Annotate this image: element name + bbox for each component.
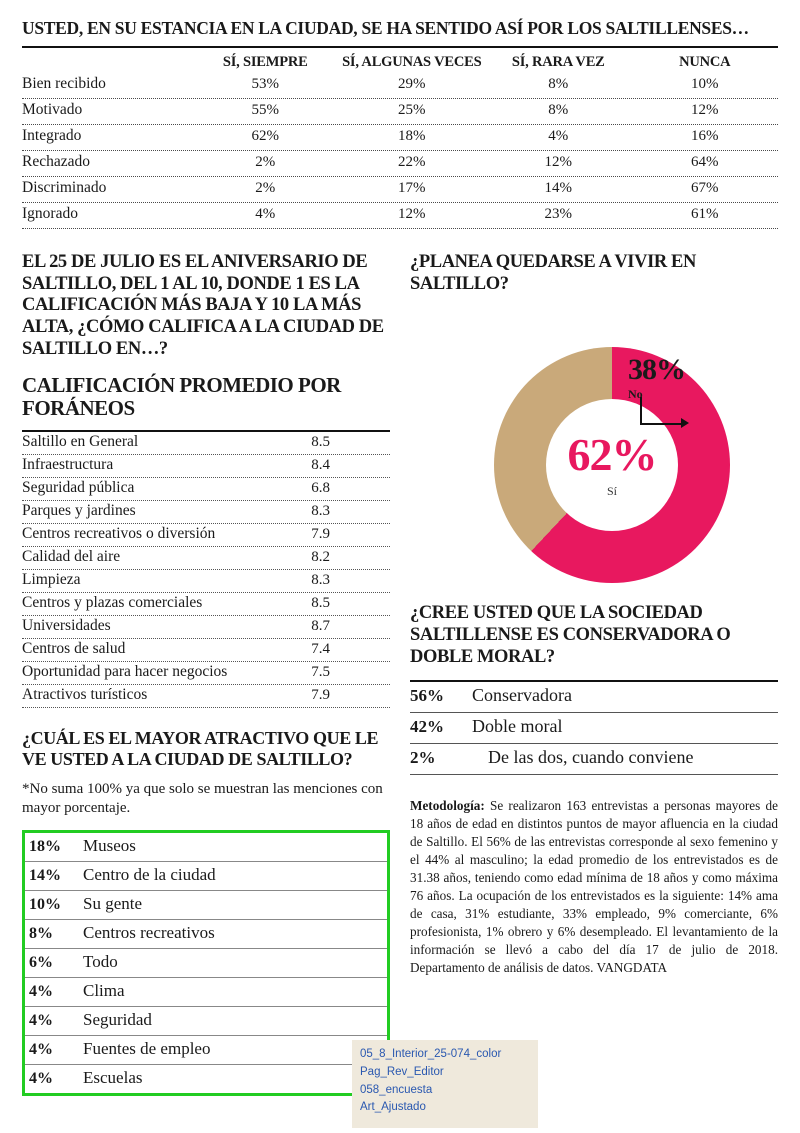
row-value: 2% [255, 180, 276, 196]
callout-leader-line [640, 397, 684, 425]
donut-center-caption: Sí [606, 483, 617, 498]
society-pct: 2% [410, 748, 436, 768]
attraction-label: Museos [83, 835, 136, 855]
attraction-label: Centros recreativos [83, 922, 215, 942]
attraction-label: Seguridad [83, 1009, 152, 1029]
attraction-label: Centro de la ciudad [83, 864, 216, 884]
row-value: 25% [398, 102, 426, 118]
rating-value: 6.8 [311, 480, 330, 497]
row-value: 61% [691, 206, 719, 222]
table-row [22, 125, 778, 151]
row-value: 16% [691, 128, 719, 144]
top-table [22, 18, 778, 229]
ratings-subtitle: CALIFICACIÓN PROMEDIO POR FORÁNEOS [22, 373, 341, 421]
row-label: Rechazado [22, 153, 90, 170]
rating-value: 7.4 [311, 641, 330, 658]
list-item [22, 547, 390, 570]
top-table-column-1: SÍ, ALGUNAS VECES [342, 54, 482, 70]
rating-label: Universidades [22, 617, 111, 635]
row-label: Motivado [22, 101, 83, 118]
rating-label: Infraestructura [22, 456, 114, 474]
row-value: 12% [398, 206, 426, 222]
attraction-label: Fuentes de empleo [83, 1038, 211, 1058]
list-item [410, 682, 778, 713]
list-item [25, 891, 387, 920]
list-item [25, 1007, 387, 1036]
list-item [25, 1036, 387, 1065]
top-table-header-spacer [22, 54, 192, 71]
donut-center-value: 62% [567, 428, 657, 480]
row-value: 53% [251, 76, 279, 92]
attraction-label: Su gente [83, 893, 143, 913]
list-item [22, 616, 390, 639]
list-item [22, 570, 390, 593]
list-item [22, 639, 390, 662]
attraction-pct: 4% [29, 1040, 53, 1058]
rating-value: 7.9 [311, 687, 330, 704]
row-label: Bien recibido [22, 75, 106, 92]
table-row [22, 177, 778, 203]
row-value: 4% [548, 128, 569, 144]
row-label: Discriminado [22, 179, 107, 196]
rating-label: Calidad del aire [22, 548, 121, 566]
stay-question: ¿PLANEA QUEDARSE A VIVIR EN SALTILLO? [410, 252, 696, 294]
society-question: ¿CREE USTED QUE LA SOCIEDAD SALTILLENSE ES CONSERVADORA O DOBLE MORAL? [410, 603, 731, 667]
methodology-text [410, 797, 778, 977]
ratings-question: EL 25 DE JULIO ES EL ANIVERSARIO DE SALTILLO, DEL 1 AL 10, DONDE 1 ES LA CALIFICACIÓN MÁS BAJA Y 10 LA MÁS ALTA, ¿CÓMO CALIFICA A LA CIUDAD DE SALTILLO EN…? [22, 252, 384, 359]
list-item [25, 978, 387, 1007]
row-value: 12% [544, 154, 572, 170]
file-info-sticker [352, 1040, 538, 1128]
list-item [25, 862, 387, 891]
rating-value: 8.5 [311, 434, 330, 451]
list-item [25, 833, 387, 862]
attraction-label: Todo [83, 951, 118, 971]
rating-value: 8.7 [311, 618, 330, 635]
row-label: Integrado [22, 127, 82, 144]
attraction-pct: 18% [29, 837, 61, 855]
top-table-title: USTED, EN SU ESTANCIA EN LA CIUDAD, SE HA SENTIDO ASÍ POR LOS SALTILLENSES… [22, 18, 778, 48]
ratings-list [22, 430, 390, 708]
rating-label: Limpieza [22, 571, 81, 589]
table-row [22, 73, 778, 99]
methodology-label: Metodología: [410, 798, 485, 814]
rating-value: 8.5 [311, 595, 330, 612]
attraction-pct: 8% [29, 924, 53, 942]
table-row [22, 99, 778, 125]
list-item [22, 662, 390, 685]
rating-value: 8.4 [311, 457, 330, 474]
rating-label: Centros recreativos o diversión [22, 525, 216, 543]
rating-value: 7.9 [311, 526, 330, 543]
list-item [25, 1065, 387, 1093]
row-value: 2% [255, 154, 276, 170]
row-value: 29% [398, 76, 426, 92]
list-item [22, 478, 390, 501]
attraction-pct: 10% [29, 895, 61, 913]
rating-value: 7.5 [311, 664, 330, 681]
rating-label: Parques y jardines [22, 502, 136, 520]
attraction-label: Escuelas [83, 1067, 143, 1087]
list-item [22, 501, 390, 524]
list-item [22, 524, 390, 547]
attraction-pct: 4% [29, 982, 53, 1000]
rating-label: Centros y plazas comerciales [22, 594, 203, 612]
society-pct: 56% [410, 686, 444, 706]
rating-label: Saltillo en General [22, 433, 139, 451]
list-item [22, 455, 390, 478]
table-row [22, 203, 778, 229]
top-table-column-2: SÍ, RARA VEZ [511, 54, 605, 70]
attraction-note: *No suma 100% ya que solo se muestran las menciones con mayor porcentaje. [22, 781, 383, 817]
row-value: 67% [691, 180, 719, 196]
attraction-pct: 4% [29, 1069, 53, 1087]
row-value: 8% [548, 76, 569, 92]
list-item [25, 949, 387, 978]
right-column [410, 252, 778, 977]
table-row [22, 151, 778, 177]
rating-label: Atractivos turísticos [22, 686, 148, 704]
stay-donut-chart [410, 299, 778, 599]
row-value: 8% [548, 102, 569, 118]
row-value: 17% [398, 180, 426, 196]
list-item [22, 593, 390, 616]
row-value: 55% [251, 102, 279, 118]
list-item [410, 744, 778, 775]
row-value: 64% [691, 154, 719, 170]
attraction-pct: 6% [29, 953, 53, 971]
donut-callout-value: 38% [628, 353, 685, 387]
list-item [22, 432, 390, 455]
society-label: Doble moral [472, 716, 563, 737]
row-value: 12% [691, 102, 719, 118]
rating-label: Centros de salud [22, 640, 126, 658]
society-label: De las dos, cuando conviene [488, 747, 694, 768]
donut-callout-caption: No [628, 387, 643, 402]
row-value: 62% [251, 128, 279, 144]
attraction-pct: 14% [29, 866, 61, 884]
list-item [22, 685, 390, 708]
society-list [410, 680, 778, 775]
top-table-header [22, 48, 778, 73]
row-value: 23% [544, 206, 572, 222]
row-value: 22% [398, 154, 426, 170]
list-item [25, 920, 387, 949]
rating-value: 8.3 [311, 503, 330, 520]
row-value: 18% [398, 128, 426, 144]
rating-value: 8.3 [311, 572, 330, 589]
sticker-line-3: 058_encuesta [360, 1083, 433, 1096]
society-pct: 42% [410, 717, 444, 737]
top-table-column-0: SÍ, SIEMPRE [222, 54, 308, 70]
top-table-column-3: NUNCA [679, 54, 731, 70]
row-label: Ignorado [22, 205, 78, 222]
rating-label: Seguridad pública [22, 479, 135, 497]
row-value: 14% [544, 180, 572, 196]
left-column [22, 252, 390, 1096]
sticker-line-4: Art_Ajustado [360, 1101, 426, 1114]
rating-value: 8.2 [311, 549, 330, 566]
attraction-label: Clima [83, 980, 125, 1000]
attraction-list [22, 830, 390, 1096]
row-value: 10% [691, 76, 719, 92]
sticker-line-1: 05_8_Interior_25-074_color [360, 1048, 502, 1060]
attraction-pct: 4% [29, 1011, 53, 1029]
list-item [410, 713, 778, 744]
methodology-body: Se realizaron 163 entrevistas a personas mayores de 18 años de edad en distintos puntos de mayor afluencia en la ciudad de Saltillo. El 56% de las entrevistas corresponde al sexo femenino y el 44% al masculino; la edad promedio de los entrevistados es de 31.38 años, teniendo como edad mínima de 18 años y como máxima 76 años. La ocupación de los entrevistados es la siguiente: 14% ama de casa, 31% estudiante, 33% empleado, 9% comerciante, 6% profesionista, 1% obrero y 6% desempleado. El levantamiento de la información se llevó a cabo del día 17 de julio de 2018. Departamento de análisis de datos. VANGDATA [410, 798, 778, 975]
row-value: 4% [255, 206, 276, 222]
rating-label: Oportunidad para hacer negocios [22, 663, 228, 681]
donut-callout [628, 355, 685, 402]
society-label: Conservadora [472, 685, 572, 706]
attraction-question: ¿CUÁL ES EL MAYOR ATRACTIVO QUE LE VE USTED A LA CIUDAD DE SALTILLO? [22, 728, 379, 770]
sticker-line-2: Pag_Rev_Editor [360, 1065, 444, 1078]
